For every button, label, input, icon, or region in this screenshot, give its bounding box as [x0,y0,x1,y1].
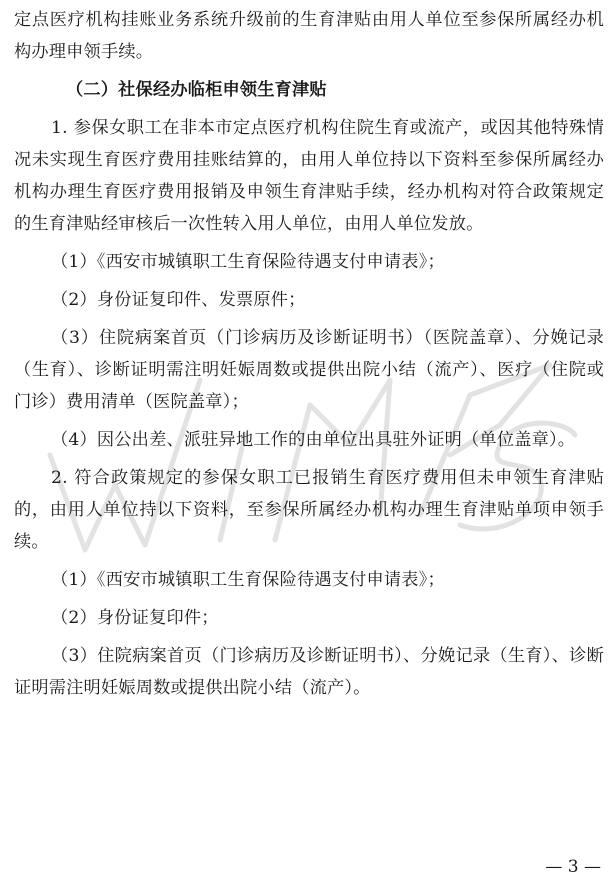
paragraph-item-1: 1. 参保女职工在非本市定点医疗机构住院生育或流产，或因其他特殊情况未实现生育医疗费用挂账结算的，由用人单位持以下资料至参保所属经办机构办理生育医疗费用报销及申领生育津贴手续，经办机构对符合政策规定的生育津贴经审核后一次性转入用人单位，由用人单位发放。 [14,118,604,234]
list-item: （3）住院病案首页（门诊病历及诊断证明书）（医院盖章）、分娩记录（生育）、诊断证明需注明妊娠周数或提供出院小结（流产）、医疗（住院或门诊）费用清单（医院盖章）； [14,328,604,412]
page-number: — 3 — [545,857,601,877]
list-item: （4）因公出差、派驻异地工作的由单位出具驻外证明（单位盖章）。 [51,430,576,450]
list-item: （2）身份证复印件、发票原件； [51,290,306,310]
paragraph-continuation: 定点医疗机构挂账业务系统升级前的生育津贴由用人单位至参保所属经办机构办理申领手续。 [14,10,604,62]
paragraph-item-2: 2. 符合政策规定的参保女职工已报销生育医疗费用但未申领生育津贴的，由用人单位持以下资料，至参保所属经办机构办理生育津贴单项申领手续。 [14,468,604,552]
list-item: （1）《西安市城镇职工生育保险待遇支付申请表》； [51,570,445,590]
list-item: （1）《西安市城镇职工生育保险待遇支付申请表》； [51,252,445,272]
document-body [14,4,604,704]
section-heading: （二）社保经办临柜申领生育津贴 [66,80,327,100]
list-item: （2）身份证复印件； [51,608,219,628]
list-item: （3）住院病案首页（门诊病历及诊断证明书）、分娩记录（生育）、诊断证明需注明妊娠周数或提供出院小结（流产）。 [14,646,604,698]
